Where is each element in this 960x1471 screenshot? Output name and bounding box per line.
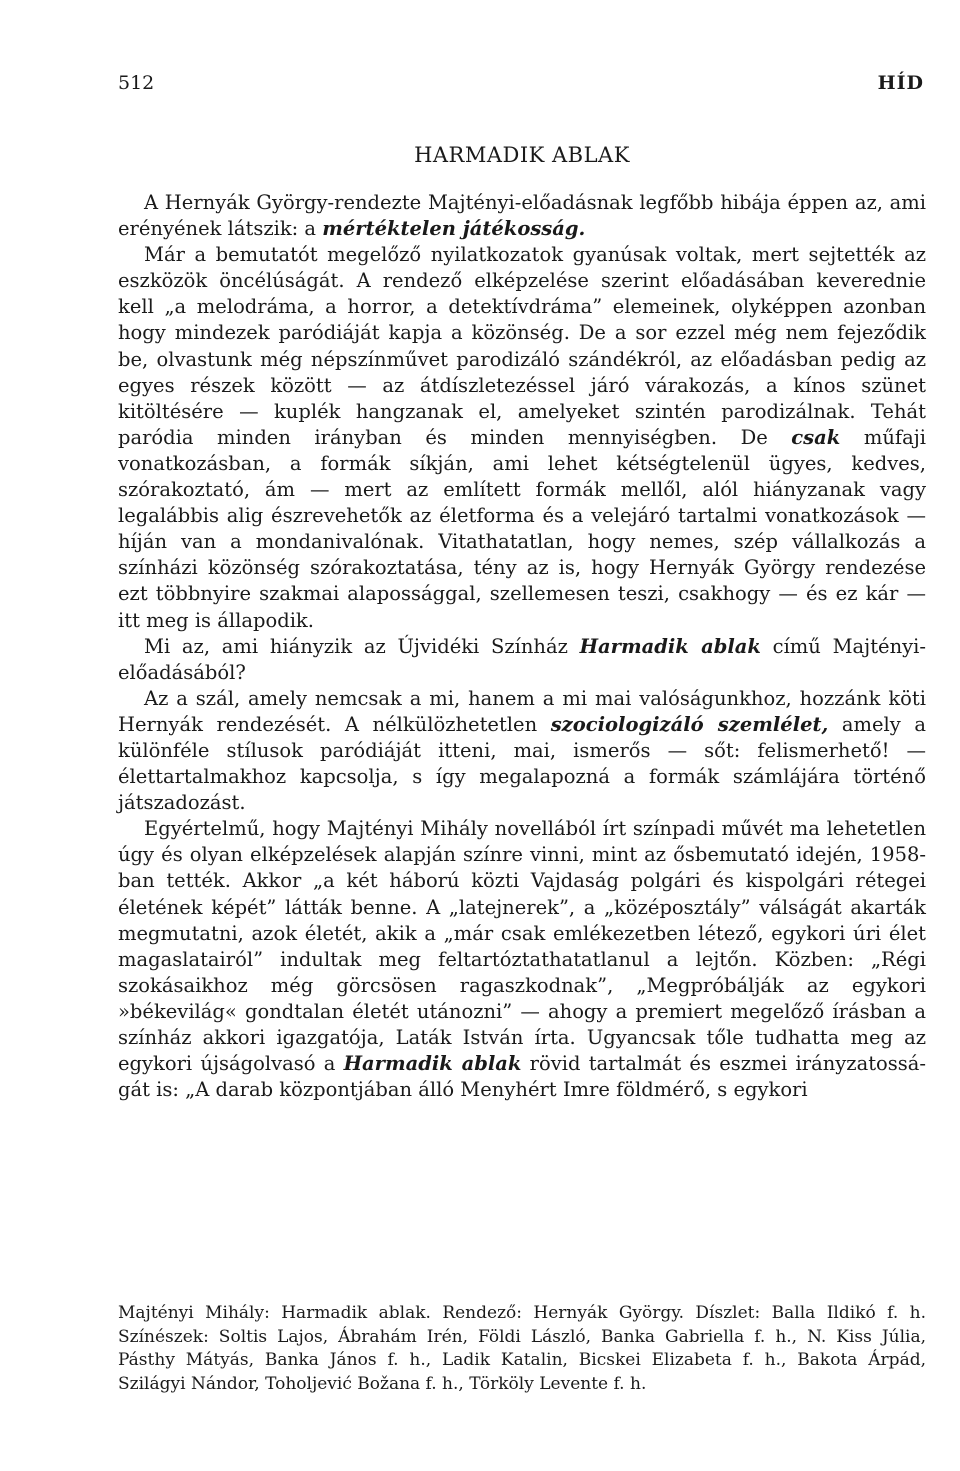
paragraph-text: című Majtényi-előadásából? <box>118 634 926 684</box>
page-number: 512 <box>118 72 155 94</box>
paragraph-text: műfaji vonatkozásban, a formák síkján, ami lehet kétségtelenül ügyes, kedves, szórakoztató, ám — mert az említett formák mellől, alól hiányzanak vagy legalábbis alig észrevehetők az életforma és a velejáró tartalmi vonatkozások — híján van a mondanivalónak. Vitathatatlan, hogy nemes, szép vállalkozás a színházi közönség szórakoztatása, tény az is, hogy Hernyák György rendezése ezt többnyire szakmai alapossággal, szellemesen teszi, csakhogy — és ez kár — itt meg is állapodik. <box>118 425 926 632</box>
article-title: HARMADIK ABLAK <box>414 143 630 167</box>
paragraph-text: Mi az, ami hiányzik az Újvidéki Színház <box>144 634 580 658</box>
paragraph-text: A Hernyák György-rendezte Majtényi-előadásnak legfőbb hibája éppen az, ami erényének látszik: a <box>118 191 926 241</box>
article-body <box>118 190 926 1103</box>
emphasis-text: csak <box>791 425 841 449</box>
document-page <box>118 0 926 1471</box>
running-header <box>118 72 926 100</box>
emphasis-text: Harmadik ablak <box>579 634 761 658</box>
paragraph-text: Az a szál, amely nemcsak a mi, hanem a mi mai valóságunkhoz, hozzánk köti Hernyák rendezését. A nélkülözhetetlen <box>118 686 926 736</box>
body-paragraph <box>118 634 926 686</box>
emphasis-text: mértéktelen játékosság. <box>322 217 586 241</box>
journal-name: HÍD <box>877 72 924 94</box>
paragraph-text: amely a különféle stílusok paródiáját itteni, mai, ismerős — sőt: felismerhető! — élettartalmakhoz kapcsolja, s így megalapozná a formák számlájára történő játszadozást. <box>118 712 926 815</box>
paragraph-text: rövid tartalmát és eszmei irányzatosságát is: „A darab központjában álló Menyhért Imre földmérő, s egykori <box>118 1052 926 1102</box>
body-paragraph <box>118 190 926 242</box>
paragraph-text: Egyértelmű, hogy Majtényi Mihály novellából írt színpadi művét ma lehetetlen úgy és olyan elképzelések alapján színre vinni, mint az ősbemutató idején, 1958-ban tették. Akkor „a két háború közti Vajdaság polgári és kispolgári rétegei életének képét” látták benne. A „latejnerek”, a „középosztály” válságát akarták megmutatni, azok életét, akik a „már csak emlékezetben létező, egykori úri élet magaslatairól” indultak meg feltartóztathatatlanul a lejtőn. Közben: „Régi szokásaikhoz még görcsösen ragaszkodnak”, „Megpróbálják az egykori »békevilág« gondtalan életét utánozni” — ahogy a premiert megelőző írásban a színház akkori igazgatója, Laták István írta. Ugyancsak tőle tudhatta meg az egykori újságolvasó a <box>118 817 926 1076</box>
emphasis-text: szociologizáló szemlélet, <box>550 712 829 736</box>
footnote: Majtényi Mihály: Harmadik ablak. Rendező: Hernyák György. Díszlet: Balla Ildikó f. h. Színészek: Soltis Lajos, Ábrahám Irén, Földi László, Banka Gabriella f. h., N. Kiss Júlia, Pásthy Mátyás, Banka János f. h., Ladik Katalin, Bicskei Elizabeta f. h., Bakota Árpád, Szilágyi Nándor, Toholjević Božana f. h., Törköly Levente f. h. <box>118 1303 926 1394</box>
emphasis-text: Harmadik ablak <box>343 1052 522 1076</box>
body-paragraph <box>118 816 926 1103</box>
body-paragraph <box>118 242 926 633</box>
body-paragraph <box>118 686 926 816</box>
paragraph-text: Már a bemutatót megelőző nyilatkozatok gyanúsak voltak, mert sejtették az eszközök öncélúságát. A rendező elképzelése szerint előadásában keverednie kell „a melodráma, a horror, a detektívdráma” elemeinek, olyképpen azonban hogy mindezek paródiáját kapja a közönség. De a sor ezzel még nem fejeződik be, olvastunk még népszínművet parodizáló szándékról, az előadásban pedig az egyes részek között — az átdíszletezéssel járó várakozás, a kínos szünet kitöltésére — kuplék hangzanak el, amelyeket szintén parodizálnak. Tehát paródia minden irányban és minden mennyiségben. De <box>118 243 926 449</box>
